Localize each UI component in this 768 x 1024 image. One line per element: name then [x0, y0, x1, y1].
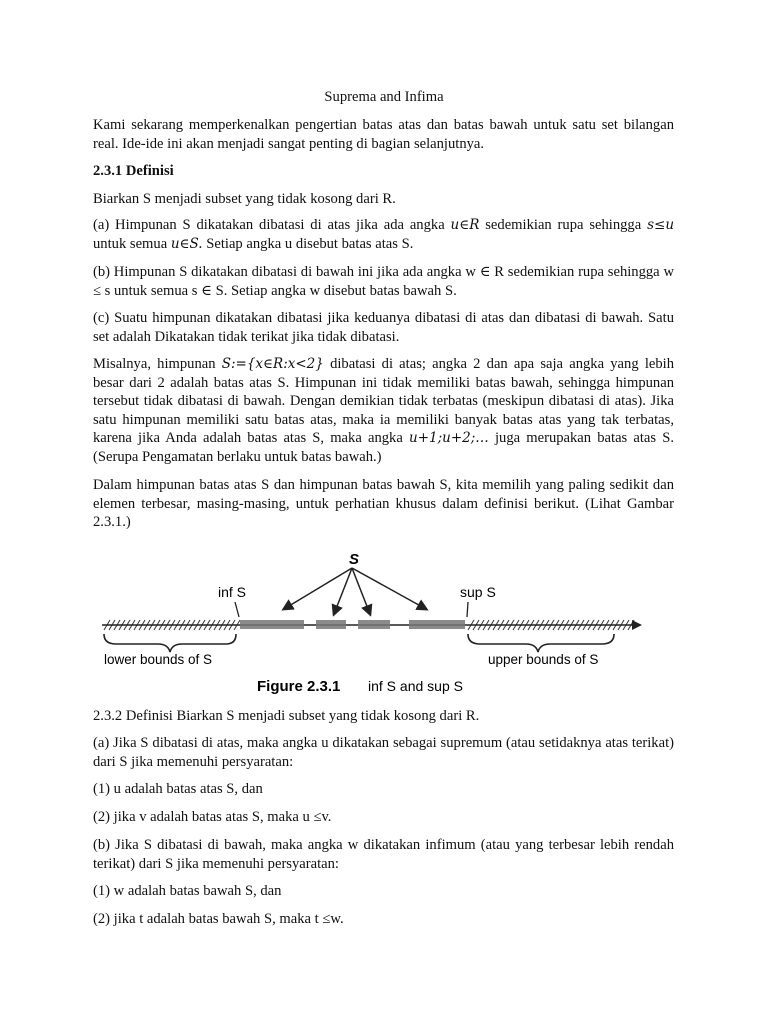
intro-paragraph: Kami sekarang memperkenalkan pengertian batas atas dan batas bawah untuk satu set bilangan real. Ide-ide ini akan menjadi sangat penting di bagian selanjutnya. [93, 117, 674, 152]
arrow-to-segment-4 [352, 568, 426, 609]
example-math-set: S:={x∈R:x<2} [221, 356, 324, 372]
example-text-3: juga merupakan batas atas S. (Serupa Pengamatan berlaku untuk batas bawah.) [93, 430, 675, 465]
item-a-text-1: (a) Himpunan S dikatakan dibatasi di atas jika ada angka [93, 217, 445, 233]
definition-item-a [93, 216, 674, 253]
example-text-1: Misalnya, himpunan [93, 356, 216, 372]
definition-2-item-a2: (2) jika v adalah batas atas S, maka u ≤v. [93, 809, 332, 825]
set-s-segment-2 [316, 620, 346, 629]
definition-heading-2-3-1: 2.3.1 Definisi [93, 163, 174, 179]
upper-bounds-brace [468, 634, 614, 652]
figure-svg [96, 534, 656, 704]
number-line-arrowhead [632, 620, 642, 630]
item-a-math-3: u∈S. [170, 235, 203, 252]
arrow-to-segment-2 [334, 568, 352, 614]
definition-2-item-b: (b) Jika S dibatasi di bawah, maka angka w dikatakan infimum (atau yang terbesar lebih rendah terikat) dari S jika memenuhi persyaratan: [93, 837, 674, 872]
item-a-math-2: s≤u [647, 217, 675, 233]
item-a-text-2: sedemikian rupa sehingga [485, 217, 642, 233]
lower-bounds-brace [104, 634, 236, 652]
figure-2-3-1 [96, 534, 656, 704]
definition-2-item-a: (a) Jika S dibatasi di atas, maka angka u dikatakan sebagai supremum (atau setidaknya atas terikat) dari S jika memenuhi persyaratan: [93, 735, 674, 770]
item-a-text-4: Setiap angka u disebut batas atas S. [206, 235, 414, 252]
set-s-segment-1 [240, 620, 304, 629]
inf-pointer [235, 602, 239, 617]
figure-caption-number: Figure 2.3.1 [257, 678, 341, 695]
choose-paragraph: Dalam himpunan batas atas S dan himpunan batas bawah S, kita memilih yang paling sedikit dan elemen terbesar, masing-masing, untuk perhatian khusus dalam definisi berikut. (Lihat Gambar 2.3.1.) [93, 477, 674, 531]
lower-bounds-label: lower bounds of S [104, 652, 213, 667]
definition-2-item-b2: (2) jika t adalah batas bawah S, maka t ≤w. [93, 911, 344, 927]
set-s-segment-4 [409, 620, 465, 629]
sup-s-label: sup S [460, 584, 496, 600]
arrow-to-segment-3 [352, 568, 370, 614]
upper-bounds-label: upper bounds of S [488, 652, 599, 667]
example-paragraph [93, 355, 674, 467]
arrow-to-segment-1 [284, 568, 352, 609]
definition-item-c: (c) Suatu himpunan dikatakan dibatasi jika keduanya dibatasi di atas dan dibatasi di bawah. Satu set adalah Dikatakan tidak terikat jika tidak dibatasi. [93, 310, 674, 345]
figure-caption-text: inf S and sup S [368, 678, 463, 694]
definition-2-item-b1: (1) w adalah batas bawah S, dan [93, 883, 282, 899]
sup-pointer [467, 602, 468, 617]
figure-s-label: S [349, 551, 360, 568]
example-math-sequence: u+1;u+2;… [409, 430, 489, 447]
example-text-2: dibatasi di atas; angka 2 dan apa saja angka yang lebih besar dari 2 adalah batas atas S. Himpunan ini tidak memiliki batas bawah, sehingga himpunan tersebut tidak dibatasi di bawah. Dengan demikian tidak terbatas (meskipun dibatasi di atas). Jika satu himpunan memiliki satu batas atas, maka ia memiliki banyak batas atas yang tak terbatas, karena jika Anda adalah batas atas S, maka angka [93, 356, 675, 447]
item-a-text-3: untuk semua [93, 235, 168, 252]
inf-s-label: inf S [218, 584, 247, 600]
definition-2-item-a1: (1) u adalah batas atas S, dan [93, 781, 263, 797]
set-s-segment-3 [358, 620, 390, 629]
page-title: Suprema and Infima [324, 89, 444, 105]
item-a-math-1: u∈R [450, 217, 480, 233]
definition-heading-2-3-2: 2.3.2 Definisi Biarkan S menjadi subset yang tidak kosong dari R. [93, 708, 480, 724]
definition-item-b: (b) Himpunan S dikatakan dibatasi di bawah ini jika ada angka w ∈ R sedemikian rupa sehingga w ≤ s untuk semua s ∈ S. Setiap angka w disebut batas bawah S. [93, 264, 674, 299]
definition-lead: Biarkan S menjadi subset yang tidak kosong dari R. [93, 191, 396, 207]
